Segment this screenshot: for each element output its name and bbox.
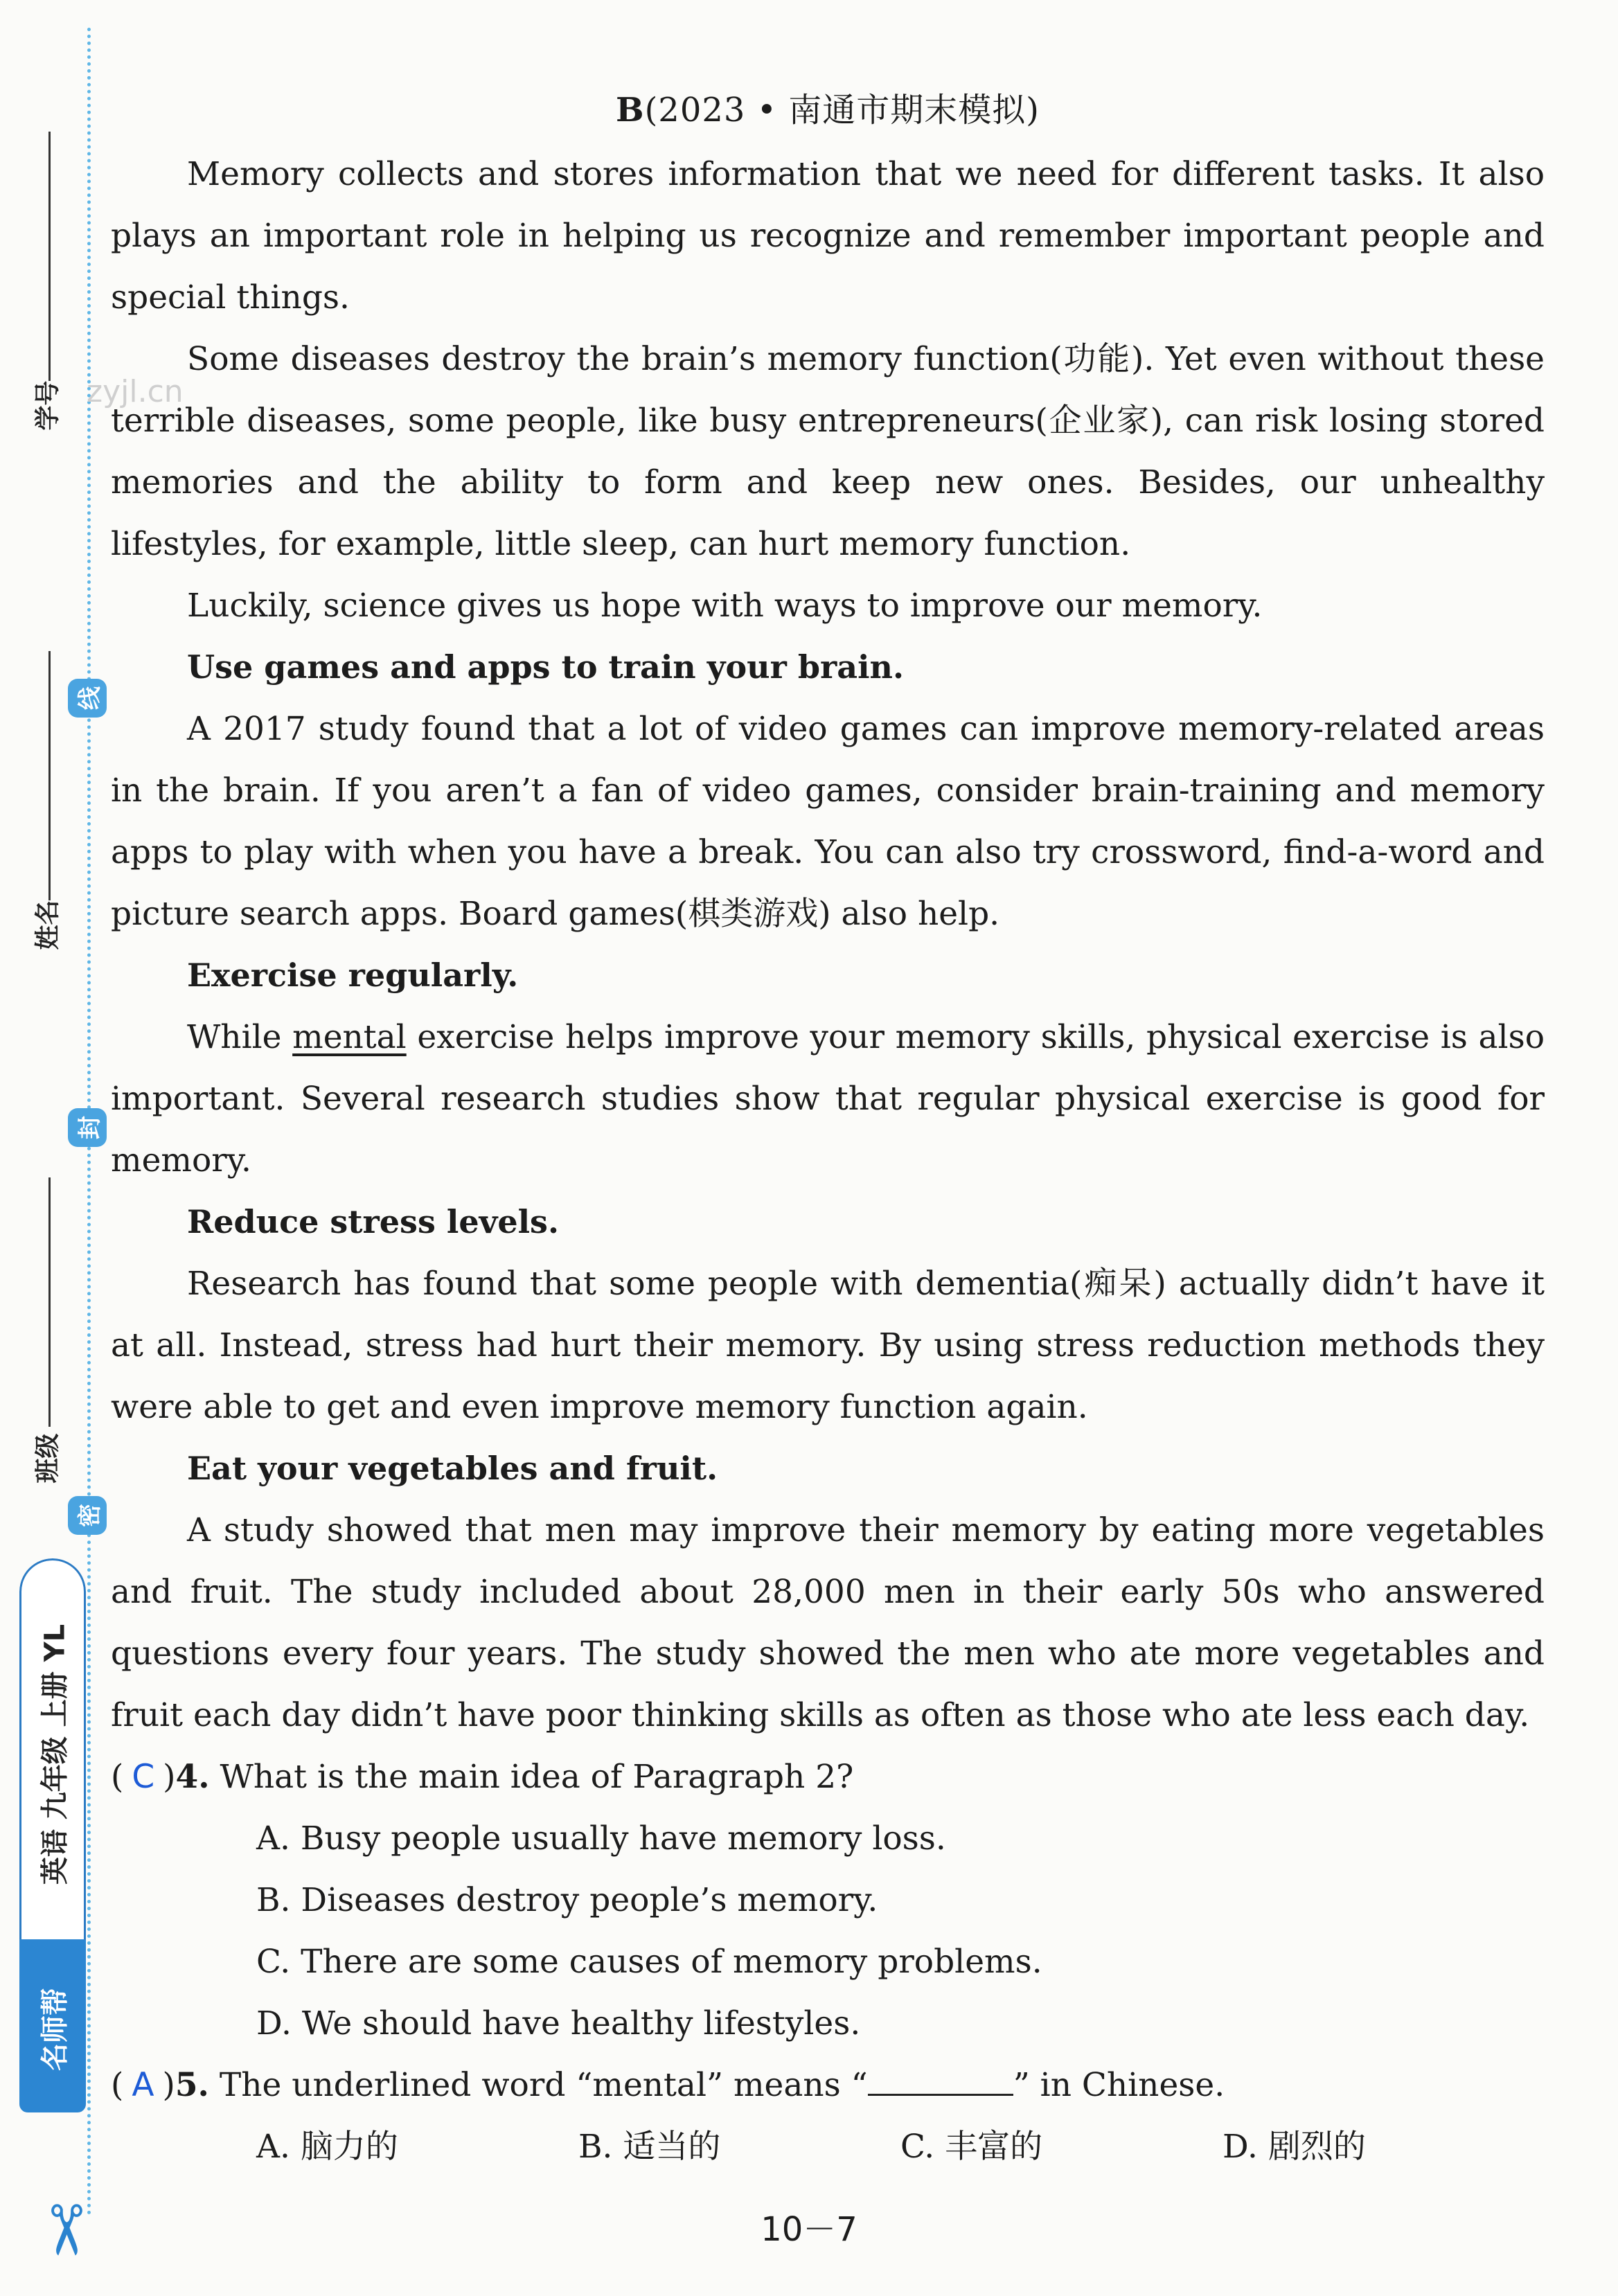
p5-rest: exercise helps improve your memory skills, physical exercise is also important. Several research studies show that regular physical exercise is good for memory. <box>111 1018 1545 1180</box>
paragraph-5 <box>111 1006 1545 1191</box>
name-write-line <box>48 651 51 900</box>
options-row <box>111 2116 1545 2178</box>
question-stem-start: The underlined word “mental” means “ <box>219 2066 868 2104</box>
title-source: (2023 • 南通市期末模拟) <box>644 91 1040 130</box>
underlined-word: mental <box>292 1018 407 1056</box>
paragraph-2: Some diseases destroy the brain’s memory function(功能). Yet even without these terrible diseases, some people, like busy entrepreneurs(企业家), can risk losing stored memories and the ability to form and keep new ones. Besides, our unhealthy lifestyles, for example, little sleep, can hurt memory function. <box>111 340 1545 563</box>
passage-title <box>111 83 1545 131</box>
question-number: 4. <box>175 1758 210 1796</box>
paragraph-4: A 2017 study found that a lot of video games can improve memory-related areas in the brain. If you aren’t a fan of video games, consider brain-training and memory apps to play with when you have a break. You can also try crossword, find-a-word and picture search apps. Board games(棋类游戏) also help. <box>111 710 1545 933</box>
paragraph-1: Memory collects and stores information that we need for different tasks. It also plays an important role in helping us recognize and remember important people and special things. <box>111 155 1545 317</box>
heading-exercise: Exercise regularly. <box>187 956 519 994</box>
option-a: A. Busy people usually have memory loss. <box>256 1819 946 1858</box>
answer-5: A <box>132 2066 154 2104</box>
paragraph-3: Luckily, science gives us hope with ways to improve our memory. <box>187 587 1263 625</box>
question-number: 5. <box>175 2066 209 2104</box>
series-tab <box>19 1558 86 2112</box>
page-number: 10－7 <box>761 2210 857 2249</box>
class-write-line <box>48 1177 51 1427</box>
option-b: B. 适当的 <box>578 2128 721 2166</box>
series-title: 英语 九年级 上册 YL <box>39 1623 71 1885</box>
passage <box>111 83 1545 2178</box>
paragraph-6: Research has found that some people with dementia(痴呆) actually didn’t have it at all. Instead, stress had hurt their memory. By using stress reduction methods they were able to get and even improve memory function again. <box>111 1265 1545 1426</box>
option-b: B. Diseases destroy people’s memory. <box>256 1881 878 1919</box>
option-d: D. We should have healthy lifestyles. <box>256 2004 861 2043</box>
option-d: D. 剧烈的 <box>1223 2128 1366 2166</box>
answer-blank <box>868 2066 1013 2096</box>
question-stem-end: ” in Chinese. <box>1013 2066 1225 2104</box>
mark-seal: 封 <box>68 1108 107 1147</box>
mark-close: 密 <box>68 1496 107 1535</box>
series-brand: 名师帮 <box>39 1988 71 2071</box>
scissors-icon: ✂ <box>24 2201 106 2259</box>
p5-start: While <box>187 1018 293 1056</box>
paragraph-7: A study showed that men may improve their memory by eating more vegetables and fruit. The study included about 28,000 men in their early 50s who answered questions every four years. The study showed the men who ate more vegetables and fruit each day didn’t have poor thinking skills as often as those who ate less each day. <box>111 1511 1545 1734</box>
heading-vegetables: Eat your vegetables and fruit. <box>187 1450 718 1487</box>
question-stem: What is the main idea of Paragraph 2? <box>220 1758 854 1796</box>
option-c: C. 丰富的 <box>900 2128 1043 2166</box>
label-class: 班级 <box>33 1433 62 1484</box>
question-4: ( C )4. What is the main idea of Paragraph 2? <box>111 1758 854 1796</box>
id-write-line <box>48 132 51 381</box>
label-student-id: 学号 <box>33 380 62 431</box>
heading-games: Use games and apps to train your brain. <box>187 648 904 686</box>
heading-stress: Reduce stress levels. <box>187 1203 559 1240</box>
question-5: ( A )5. The underlined word “mental” means “ ” in Chinese. <box>111 2066 1225 2104</box>
answer-4: C <box>132 1758 155 1796</box>
title-letter: B <box>615 91 645 130</box>
mark-line: 线 <box>68 679 107 718</box>
option-c: C. There are some causes of memory problems. <box>256 1943 1042 1981</box>
watermark: zyjl.cn <box>87 374 184 409</box>
label-name: 姓名 <box>33 900 62 950</box>
option-a: A. 脑力的 <box>256 2128 398 2166</box>
